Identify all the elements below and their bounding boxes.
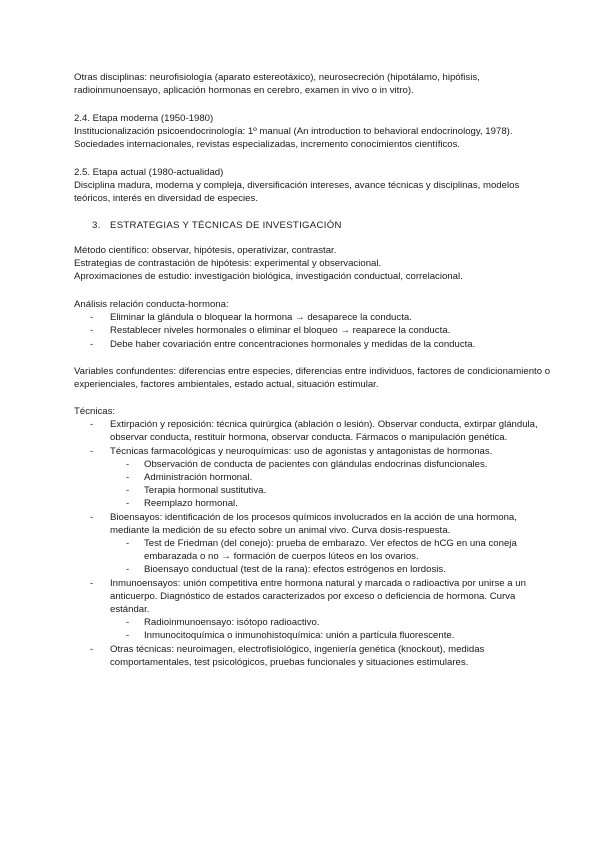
techniques-list-cont [74,511,554,537]
techniques-heading: Técnicas: [74,406,116,417]
section-title: ESTRATEGIAS Y TÉCNICAS DE INVESTIGACIÓN [110,220,342,231]
confounders-paragraph: Variables confundentes: diferencias entre especies, diferencias entre individuos, factores de condicionamiento o experienciales, factores ambientales, estado actual, situación estimular. [74,366,551,391]
stage-modern-line: Sociedades internacionales, revistas especializadas, incremento conocimientos científicos. [74,139,461,151]
method-line: Estrategias de contrastación de hipótesis: experimental y observacional. [74,258,382,270]
stage-current-heading: 2.5. Etapa actual (1980-actualidad) [74,167,224,178]
techniques-list-cont [74,643,554,669]
techniques-list-cont [74,577,554,617]
subitem: - Test de Friedman (del conejo): prueba de embarazo. Ver efectos de hCG en una coneja embarazada o no → formación de cuerpos lúteos en los ovarios. [74,537,554,563]
subitem: - Administración hormonal. [74,471,554,484]
method-lines [74,244,554,284]
section-number: 3. [92,220,101,231]
section-3-heading [74,219,572,232]
analysis-list [74,311,554,351]
stage-current-text: Disciplina madura, moderna y compleja, diversificación intereses, avance técnicas y disciplinas, modelos teóricos, interés en diversidad de especies. [74,180,520,205]
subitem: - Reemplazo hormonal. [74,497,554,510]
intro-paragraph: Otras disciplinas: neurofisiología (aparato estereotáxico), neurosecreción (hipotálamo, hipófisis, radioinmunoensayo, aplicación hormonas en cerebro, examen in vivo o in vitro). [74,72,480,97]
technique-item [74,643,554,669]
stage-modern-section [74,112,554,152]
list-item: - Debe haber covariación entre concentraciones hormonales y medidas de la conducta. [74,338,554,351]
stage-current-section [74,166,554,206]
technique-text: Técnicas farmacológicas y neuroquímicas: uso de agonistas y antagonistas de hormonas. [110,445,493,457]
analysis-section [74,298,554,351]
technique-item [74,445,554,458]
technique-item [74,577,554,617]
subitem: - Observación de conducta de pacientes con glándulas endocrinas disfuncionales. [74,458,554,471]
technique-text: Bioensayos: identificación de los procesos químicos involucrados en la acción de una hormona, mediante la medición de su efecto sobre un animal vivo. Curva dosis-respuesta. [110,511,517,536]
technique-text: Otras técnicas: neuroimagen, electrofisiológico, ingeniería genética (knockout), medidas comportamentales, test psicológicos, pruebas funcionales y situaciones estimulares. [110,643,485,668]
stage-modern-line: Institucionalización psicoendocrinología: 1º manual (An introduction to behavioral endocrinology, 1978). [74,126,513,138]
method-line: Método científico: observar, hipótesis, operativizar, contrastar. [74,245,337,256]
technique-text: Extirpación y reposición: técnica quirúrgica (ablación o lesión). Observar conducta, extirpar glándula, observar conducta, restituir hormona, observar conducta. Fármacos o manipulación genética. [110,419,538,444]
techniques-list [74,418,554,458]
list-item: - Restablecer niveles hormonales o eliminar el bloqueo → reaparece la conducta. [74,324,554,337]
subitem: - Bioensayo conductual (test de la rana): efectos estrógenos en lordosis. [74,563,554,576]
subitem: - Radioinmunoensayo: isótopo radioactivo. [74,616,554,629]
stage-modern-heading: 2.4. Etapa moderna (1950-1980) [74,113,214,124]
analysis-heading: Análisis relación conducta-hormona: [74,299,229,310]
technique-text: Inmunoensayos: unión competitiva entre hormona natural y marcada o radioactiva por unirse a un anticuerpo. Diagnóstico de estados caracterizados por exceso o deficiencia de hormona. Curva estándar. [110,577,526,616]
subitem: - Inmunocitoquímica o inmunohistoquímica: unión a partícula fluorescente. [74,629,554,642]
list-item: - Eliminar la glándula o bloquear la hormona → desaparece la conducta. [74,311,554,324]
technique-item [74,418,554,444]
method-line: Aproximaciones de estudio: investigación biológica, investigación conductual, correlacional. [74,271,463,283]
techniques-section [74,405,554,669]
technique-item [74,511,554,537]
subitem: - Terapia hormonal sustitutiva. [74,484,554,497]
technique-sublist [74,458,554,511]
technique-sublist [74,537,554,577]
technique-sublist [74,616,554,642]
